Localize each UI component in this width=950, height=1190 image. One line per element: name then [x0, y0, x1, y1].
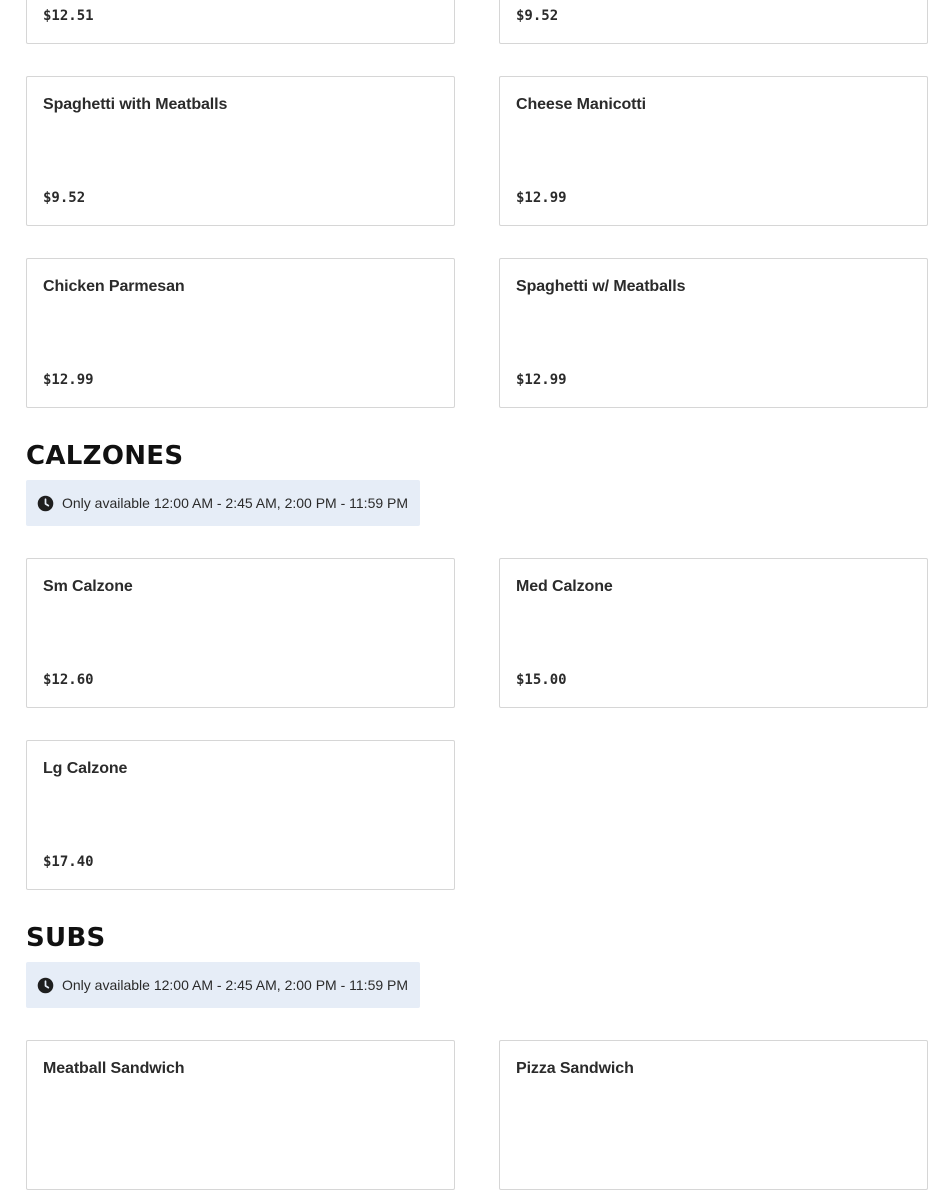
menu-item-card[interactable] — [26, 0, 455, 44]
menu-item-price: $12.99 — [516, 190, 567, 206]
menu-item-card[interactable] — [499, 76, 928, 226]
menu-item-name: Meatball Sandwich — [43, 1060, 185, 1077]
menu-item-card[interactable] — [26, 558, 455, 708]
menu-item-price: $12.99 — [516, 372, 567, 388]
menu-item-card[interactable] — [26, 258, 455, 408]
menu-item-name: Chicken Parmesan — [43, 278, 185, 295]
menu-item-card[interactable] — [26, 1040, 455, 1190]
menu-item-price: $9.52 — [43, 190, 86, 206]
clock-icon — [37, 495, 54, 512]
menu-item-card[interactable] — [26, 76, 455, 226]
section-title-calzones: CALZONES — [26, 441, 184, 471]
menu-item-name: Pizza Sandwich — [516, 1060, 634, 1077]
availability-text: Only available 12:00 AM - 2:45 AM, 2:00 PM - 11:59 PM — [62, 495, 409, 511]
menu-item-name: Spaghetti with Meatballs — [43, 96, 228, 113]
menu-item-name: Sm Calzone — [43, 578, 133, 595]
availability-banner — [26, 962, 420, 1008]
menu-item-name: Cheese Manicotti — [516, 96, 646, 113]
menu-item-price: $15.00 — [516, 672, 567, 688]
menu-item-price: $12.99 — [43, 372, 94, 388]
menu-item-price: $12.60 — [43, 672, 94, 688]
section-title-subs: SUBS — [26, 923, 106, 953]
menu-item-card[interactable] — [499, 1040, 928, 1190]
menu-item-card[interactable] — [499, 558, 928, 708]
menu-item-name: Spaghetti w/ Meatballs — [516, 278, 686, 295]
availability-text: Only available 12:00 AM - 2:45 AM, 2:00 PM - 11:59 PM — [62, 977, 409, 993]
menu-item-name: Med Calzone — [516, 578, 613, 595]
menu-item-name: Lg Calzone — [43, 760, 128, 777]
menu-item-price: $12.51 — [43, 8, 94, 24]
availability-banner — [26, 480, 420, 526]
menu-item-card[interactable] — [499, 0, 928, 44]
menu-item-card[interactable] — [499, 258, 928, 408]
menu-item-card[interactable] — [26, 740, 455, 890]
clock-icon — [37, 977, 54, 994]
menu-item-price: $17.40 — [43, 854, 94, 870]
menu-item-price: $9.52 — [516, 8, 559, 24]
